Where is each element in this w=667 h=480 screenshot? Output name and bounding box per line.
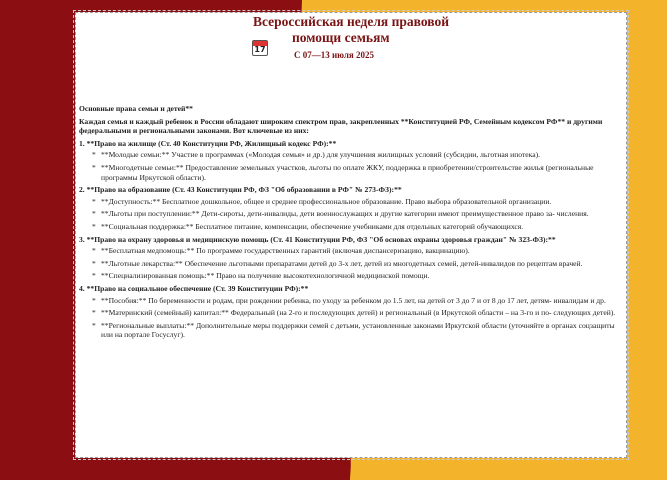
page-title: Всероссийская неделя правовой bbox=[253, 14, 449, 29]
section-heading: Основные права семьи и детей** bbox=[79, 104, 193, 113]
rights-section bbox=[79, 235, 619, 281]
list-item: * **Региональные выплаты:** Дополнительные меры поддержки семей с детьми, установленные законами Иркутской области (уточняйте в органах соцзащиты или на портале Госуслуг). bbox=[92, 320, 615, 340]
section-title: 3. **Право на охрану здоровья и медицинскую помощь (Ст. 41 Конституции РФ, ФЗ "Об основах охраны здоровья граждан" № 323-ФЗ):** bbox=[79, 234, 556, 244]
list-item: * **Специализированная помощь:** Право на получение высокотехнологичной медицинской помощи. bbox=[92, 271, 430, 281]
list-item: * **Льготы при поступлении:** Дети-сироты, дети-инвалиды, дети военнослужащих и другие категории имеют преимущественное право за- числения. bbox=[92, 209, 589, 219]
document-body bbox=[79, 104, 619, 343]
date-range: С 07—13 июля 2025 bbox=[294, 50, 375, 60]
list-item: * **Льготные лекарства:** Обеспечение льготными препаратами детей до 3-х лет, детей из многодетных семей, детей-инвалидов по рецептам врачей. bbox=[92, 258, 583, 268]
document-page bbox=[75, 12, 627, 458]
rights-section bbox=[79, 284, 619, 340]
list-item: * **Доступность:** Бесплатное дошкольное, общее и среднее профессиональное образование. Право выбора образовательной организации. bbox=[92, 196, 552, 206]
page-title-line2: помощи семьям bbox=[292, 30, 390, 45]
intro-paragraph: Каждая семья и каждый ребенок в России обладают широким спектром прав, закрепленных **Конституцией РФ, Семейным кодексом РФ** и другими федеральными и региональными законами. Вот ключевые из них: bbox=[79, 116, 603, 136]
list-item: * **Молодые семьи:** Участие в программах («Молодая семья» и др.) для улучшения жилищных условий (субсидии, льготная ипотека). bbox=[92, 150, 541, 160]
rights-section bbox=[79, 185, 619, 231]
list-item: * **Пособия:** По беременности и родам, при рождении ребенка, по уходу за ребенком до 1.5 лет, на детей от 3 до 7 и от 8 до 17 лет, детям- инвалидам и др. bbox=[92, 295, 606, 305]
section-title: 1. **Право на жилище (Ст. 40 Конституции РФ, Жилищный кодекс РФ):** bbox=[79, 138, 337, 148]
list-item: * **Бесплатная медпомощь:** По программе государственных гарантий (включая диспансеризацию, вакцинацию). bbox=[92, 246, 470, 256]
section-title: 2. **Право на образование (Ст. 43 Конституции РФ, ФЗ "Об образовании в РФ" № 273-ФЗ):** bbox=[79, 185, 402, 195]
section-title: 4. **Право на социальное обеспечение (Ст. 39 Конституции РФ):** bbox=[79, 283, 309, 293]
list-item: * **Многодетные семьи:** Предоставление земельных участков, льготы по оплате ЖКУ, поддержка в приобретении/строительстве жилья (региональные программы Иркутской области). bbox=[92, 162, 594, 182]
list-item: * **Социальная поддержка:** Бесплатное питание, компенсации, обеспечение учебниками для отдельных категорий обучающихся. bbox=[92, 221, 524, 231]
list-item: * **Материнский (семейный) капитал:** Федеральный (на 2-го и последующих детей) и региональный (в Иркутской области – на 3-го и по- следующих детей). bbox=[92, 308, 616, 318]
rights-section bbox=[79, 139, 619, 182]
calendar-icon: 17 bbox=[252, 40, 268, 56]
